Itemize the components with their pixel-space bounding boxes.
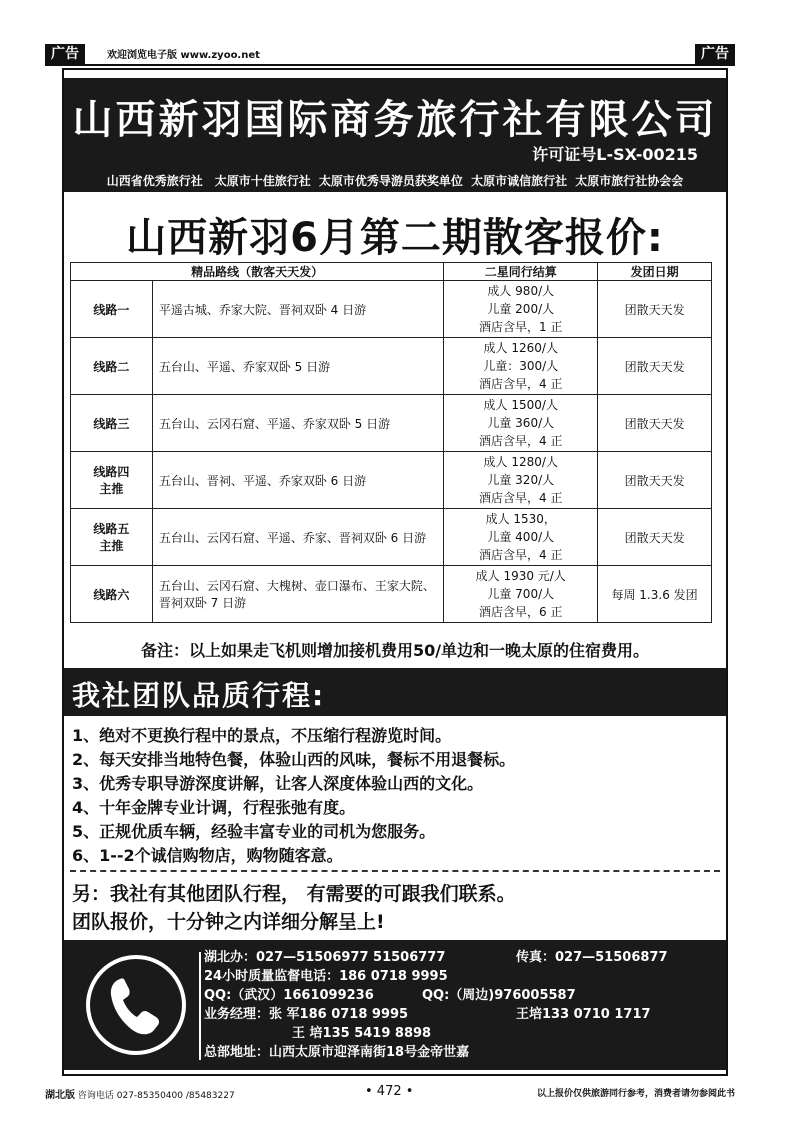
table-row [71, 509, 712, 566]
header-price: 二星同行结算 [444, 263, 598, 281]
manager-wang-1: 王培133 0710 1717 [516, 1007, 651, 1022]
list-item: 6、1--2个诚信购物店，购物随客意。 [72, 846, 343, 865]
top-bar [45, 44, 735, 64]
route-price [444, 281, 598, 338]
price-child: 儿童：300/人 [483, 359, 559, 373]
route-desc: 五台山、云冈石窟、平遥、乔家双卧 5 日游 [152, 395, 444, 452]
fax-number: 传真：027—51506877 [516, 950, 668, 965]
route-code-label: 线路二 [93, 359, 130, 374]
contact-line [204, 1043, 724, 1062]
list-item: 2、每天安排当地特色餐，体验山西的风味，餐标不用退餐标。 [72, 750, 516, 769]
route-code [71, 566, 153, 623]
phone-icon [86, 955, 186, 1055]
route-desc: 五台山、云冈石窟、平遥、乔家、晋祠双卧 6 日游 [152, 509, 444, 566]
ad-tag-right: 广告 [695, 44, 735, 64]
price-meals: 酒店含早，1 正 [479, 320, 563, 334]
price-adult: 成人 1280/人 [483, 455, 558, 469]
route-code-label: 线路四 [93, 465, 130, 479]
footer-left [45, 1086, 235, 1101]
extra-line-2: 团队报价，十分钟之内详细分解呈上! [72, 911, 385, 933]
table-row [71, 566, 712, 623]
route-desc: 平遥古城、乔家大院、晋祠双卧 4 日游 [152, 281, 444, 338]
price-adult: 成人 1500/人 [483, 398, 558, 412]
hq-address: 总部地址：山西太原市迎泽南街18号金帝世嘉 [204, 1045, 470, 1060]
note-text: 备注：以上如果走飞机则增加接机费用50/单边和一晚太原的住宿费用。 [140, 641, 650, 660]
hubei-office-phone: 湖北办：027—51506977 51506777 [204, 950, 446, 965]
edition-label: 湖北版 [45, 1090, 75, 1101]
contact-line [204, 948, 724, 967]
price-adult: 成人 1260/人 [483, 341, 558, 355]
price-headline: 山西新羽6月第二期散客报价: [126, 215, 664, 261]
table-row [71, 281, 712, 338]
route-price [444, 395, 598, 452]
route-code [71, 395, 153, 452]
route-code-tag: 主推 [99, 539, 124, 553]
routes-table [70, 262, 712, 623]
page-footer [45, 1086, 735, 1102]
contact-box [64, 940, 726, 1070]
table-row [71, 338, 712, 395]
footer-disclaimer: 以上报价仅供旅游同行参考，消费者请勿参阅此书 [536, 1089, 735, 1099]
footer-hotline: 咨询电话 027-85350400 /85483227 [77, 1091, 235, 1101]
contact-line [204, 1005, 724, 1024]
price-adult: 成人 1930 元/人 [475, 569, 566, 583]
contact-line [204, 986, 724, 1005]
dashed-divider [70, 870, 720, 872]
table-row [71, 452, 712, 509]
route-price [444, 566, 598, 623]
contact-line [204, 967, 724, 986]
route-code-label: 线路五 [93, 522, 130, 536]
route-code [71, 281, 153, 338]
route-price [444, 338, 598, 395]
qq-wuhan: QQ:（武汉）1661099236 [204, 988, 374, 1003]
route-code-label: 线路六 [93, 587, 130, 602]
route-depart: 团散天天发 [598, 452, 712, 509]
manager-wang-2: 王 培135 5419 8898 [292, 1026, 432, 1041]
price-adult: 成人 980/人 [487, 284, 555, 298]
phone-handset-icon [90, 959, 182, 1051]
contact-line [204, 1024, 724, 1043]
page-number: • 472 • [365, 1084, 414, 1099]
route-price [444, 452, 598, 509]
quality-hotline: 24小时质量监督电话：186 0718 9995 [204, 969, 448, 984]
route-depart: 团散天天发 [598, 395, 712, 452]
route-desc: 五台山、云冈石窟、大槐树、壶口瀑布、王家大院、晋祠双卧 7 日游 [152, 566, 444, 623]
route-code [71, 452, 153, 509]
route-desc: 五台山、晋祠、平遥、乔家双卧 6 日游 [152, 452, 444, 509]
list-item: 4、十年金牌专业计调，行程张弛有度。 [72, 798, 356, 817]
extra-line-1: 另：我社有其他团队行程， 有需要的可跟我们联系。 [72, 883, 516, 905]
route-desc: 五台山、平遥、乔家双卧 5 日游 [152, 338, 444, 395]
extra-info [72, 880, 712, 936]
website-link[interactable]: 欢迎浏览电子版 www.zyoo.net [107, 50, 260, 61]
qq-nearby: QQ:（周边)976005587 [422, 988, 576, 1003]
route-depart: 团散天天发 [598, 281, 712, 338]
route-code-tag: 主推 [99, 482, 124, 496]
price-meals: 酒店含早，4 正 [479, 434, 563, 448]
list-item: 5、正规优质车辆，经验丰富专业的司机为您服务。 [72, 822, 436, 841]
price-child: 儿童 360/人 [487, 416, 555, 430]
route-code-label: 线路三 [93, 416, 130, 431]
price-meals: 酒店含早，4 正 [479, 377, 563, 391]
price-adult: 成人 1530， [485, 512, 556, 526]
list-item: 3、优秀专职导游深度讲解，让客人深度体验山西的文化。 [72, 774, 484, 793]
price-meals: 酒店含早，6 正 [479, 605, 563, 619]
quality-list [72, 724, 712, 868]
table-header-row [71, 263, 712, 281]
honors-line: 山西省优秀旅行社 太原市十佳旅行社 太原市优秀导游员获奖单位 太原市诚信旅行社 太原市旅行社协会会 [106, 174, 684, 188]
route-code [71, 338, 153, 395]
route-code-label: 线路一 [93, 302, 130, 317]
contact-lines [204, 948, 724, 1062]
price-child: 儿童 320/人 [487, 473, 555, 487]
table-row [71, 395, 712, 452]
quality-banner [64, 668, 726, 716]
company-name: 山西新羽国际商务旅行社有限公司 [72, 97, 718, 143]
list-item: 1、绝对不更换行程中的景点，不压缩行程游览时间。 [72, 726, 452, 745]
ad-tag-left: 广告 [45, 44, 85, 64]
route-code [71, 509, 153, 566]
price-child: 儿童 400/人 [487, 530, 555, 544]
title-banner [64, 78, 726, 192]
route-depart: 每周 1.3.6 发团 [598, 566, 712, 623]
price-meals: 酒店含早，4 正 [479, 491, 563, 505]
price-child: 儿童 200/人 [487, 302, 555, 316]
price-meals: 酒店含早，4 正 [479, 548, 563, 562]
license-number: 许可证号L-SX-00215 [532, 145, 698, 164]
route-depart: 团散天天发 [598, 509, 712, 566]
price-child: 儿童 700/人 [487, 587, 555, 601]
route-price [444, 509, 598, 566]
header-route: 精品路线（散客天天发） [71, 263, 444, 281]
header-depart: 发团日期 [598, 263, 712, 281]
top-divider [45, 64, 735, 66]
contact-separator [199, 952, 201, 1060]
route-depart: 团散天天发 [598, 338, 712, 395]
manager-zhang: 业务经理：张 军186 0718 9995 [204, 1007, 409, 1022]
quality-title: 我社团队品质行程: [72, 679, 326, 712]
